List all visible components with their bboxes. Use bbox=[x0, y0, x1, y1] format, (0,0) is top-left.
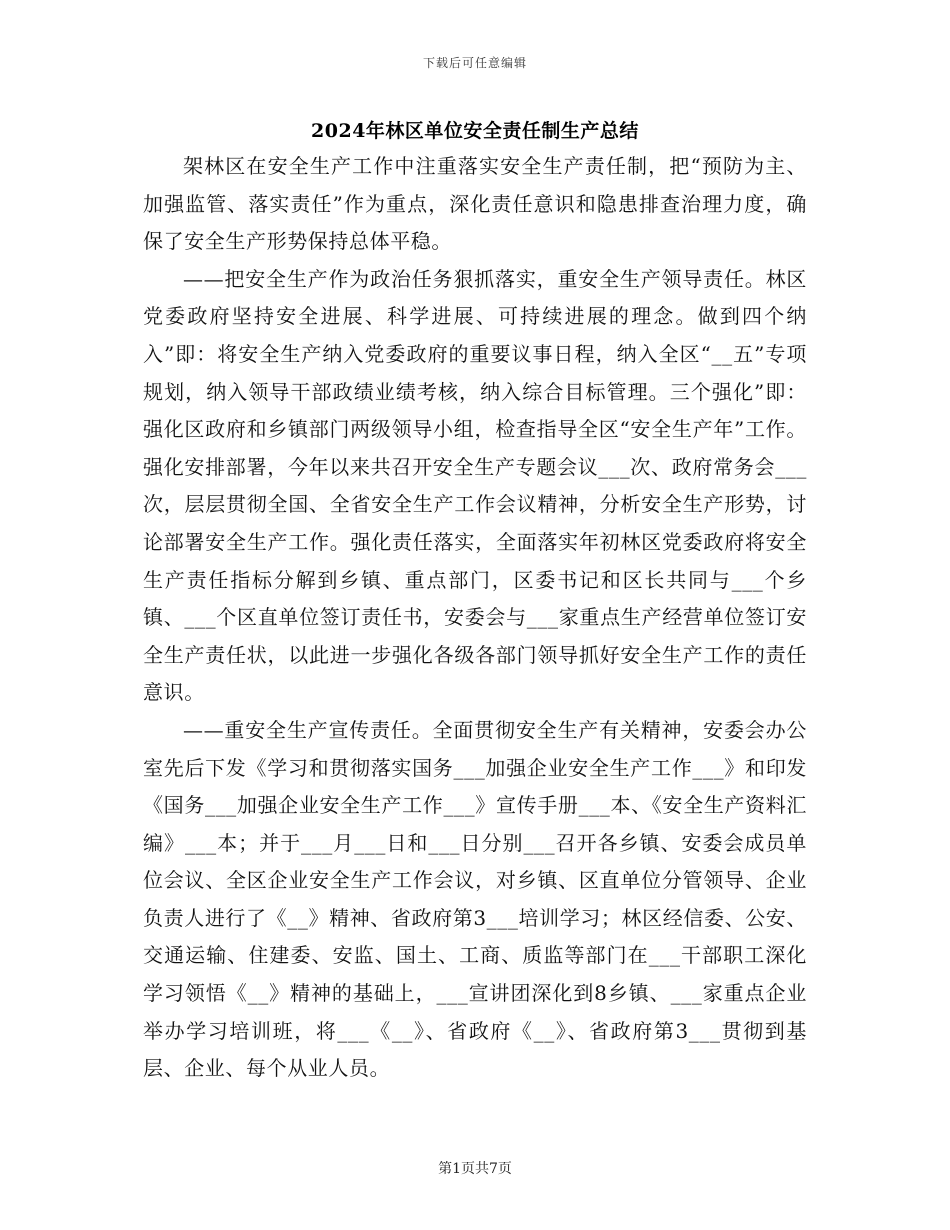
document-title: 2024年林区单位安全责任制生产总结 bbox=[311, 120, 639, 142]
header-note: 下载后可任意编辑 bbox=[422, 56, 527, 70]
document-body bbox=[143, 148, 807, 1088]
page-footer: 第1页共7页 bbox=[438, 1161, 512, 1177]
paragraph-leadership-responsibility: ——把安全生产作为政治任务狠抓落实，重安全生产领导责任。林区党委政府坚持安全进展、科学进展、可持续进展的理念。做到四个纳入”即：将安全生产纳入党委政府的重要议事日程，纳入全区“__五”专项规划，纳入领导干部政绩业绩考核，纳入综合目标管理。三个强化”即：强化区政府和乡镇部门两级领导小组，检查指导全区“安全生产年”工作。强化安排部署，今年以来共召开安全生产专题会议___次、政府常务会___次，层层贯彻全国、全省安全生产工作会议精神，分析安全生产形势，讨论部署安全生产工作。强化责任落实，全面落实年初林区党委政府将安全生产责任指标分解到乡镇、重点部门，区委书记和区长共同与___个乡镇、___个区直单位签订责任书，安委会与___家重点生产经营单位签订安全生产责任状，以此进一步强化各级各部门领导抓好安全生产工作的责任意识。 bbox=[143, 266, 807, 705]
paragraph-publicity-responsibility: ——重安全生产宣传责任。全面贯彻安全生产有关精神，安委会办公室先后下发《学习和贯彻落实国务___加强企业安全生产工作___》和印发《国务___加强企业安全生产工作___》宣传手册___本、《安全生产资料汇编》___本；并于___月___日和___日分别___召开各乡镇、安委会成员单位会议、全区企业安全生产工作会议，对乡镇、区直单位分管领导、企业负责人进行了《__》精神、省政府第3___培训学习；林区经信委、公安、交通运输、住建委、安监、国土、工商、质监等部门在___干部职工深化学习领悟《__》精神的基础上，___宣讲团深化到8乡镇、___家重点企业举办学习培训班，将___《__》、省政府《__》、省政府第3___贯彻到基层、企业、每个从业人员。 bbox=[143, 717, 807, 1081]
paragraph-intro: 架林区在安全生产工作中注重落实安全生产责任制，把“预防为主、加强监管、落实责任”作为重点，深化责任意识和隐患排查治理力度，确保了安全生产形势保持总体平稳。 bbox=[143, 154, 807, 254]
